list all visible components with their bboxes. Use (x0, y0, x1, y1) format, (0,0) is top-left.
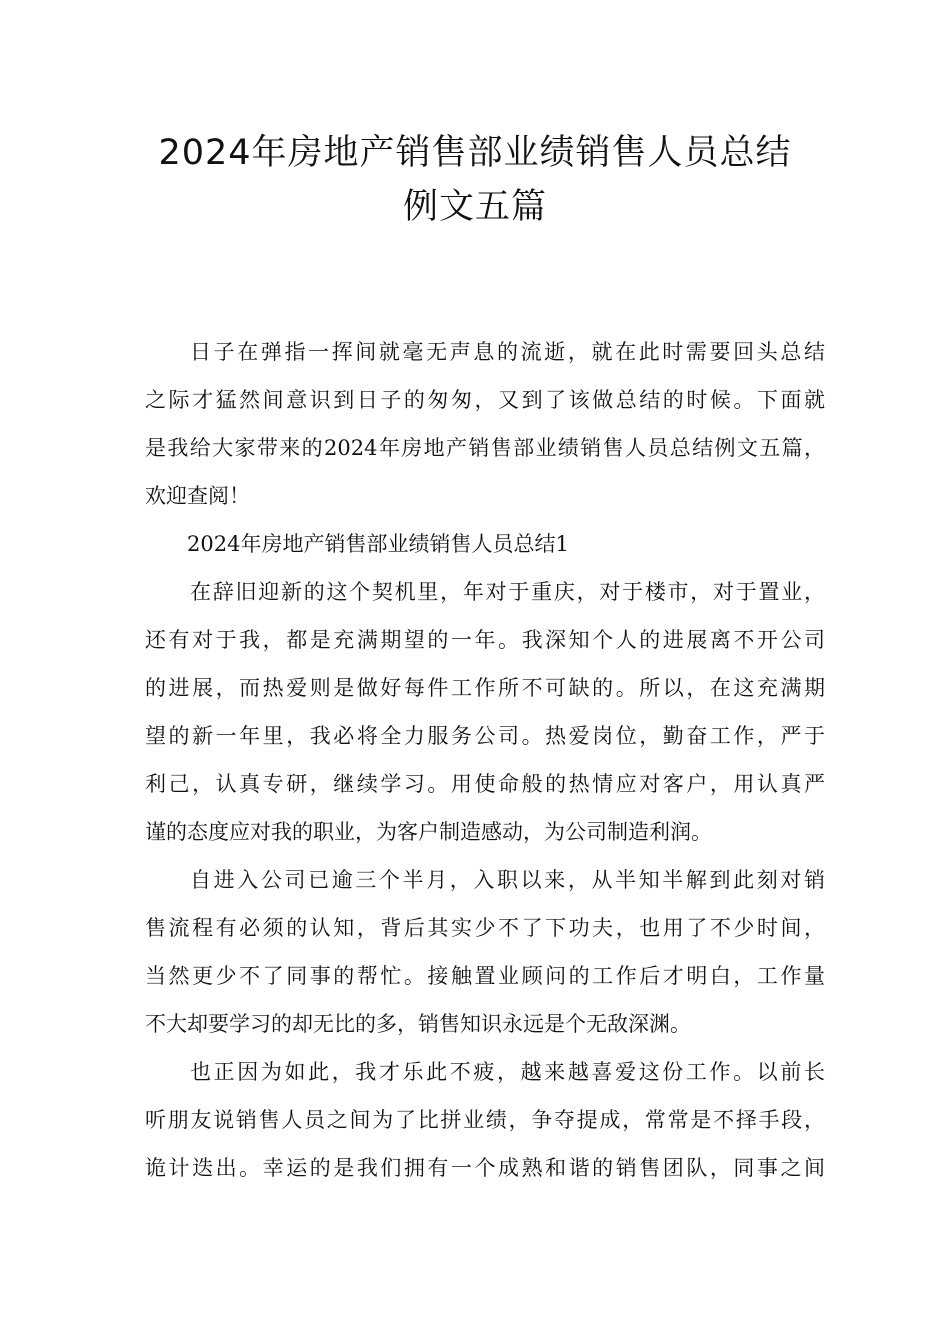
section-heading (145, 520, 825, 568)
text-line: 诡计迭出。幸运的是我们拥有一个成熟和谐的销售团队，同事之间 (145, 1156, 825, 1180)
text-line: 是我给大家带来的2024年房地产销售部业绩销售人员总结例文五篇， (145, 436, 825, 460)
text-line: 还有对于我，都是充满期望的一年。我深知个人的进展离不开公司 (145, 628, 825, 652)
text-line: 利己，认真专研，继续学习。用使命般的热情应对客户，用认真严 (145, 772, 825, 796)
title-line-2: 例文五篇 (402, 187, 547, 227)
text-line: 日子在弹指一挥间就毫无声息的流逝，就在此时需要回头总结 (190, 340, 825, 364)
paragraph-intro (145, 328, 825, 520)
text-line: 在辞旧迎新的这个契机里，年对于重庆，对于楼市，对于置业， (190, 580, 825, 604)
text-line: 之际才猛然间意识到日子的匆匆，又到了该做总结的时候。下面就 (145, 388, 825, 412)
text-line: 售流程有必须的认知，背后其实少不了下功夫，也用了不少时间， (145, 916, 825, 940)
text-line: 的进展，而热爱则是做好每件工作所不可缺的。所以，在这充满期 (145, 676, 825, 700)
paragraph (145, 856, 825, 1048)
document-body (145, 328, 825, 1192)
text-line: 当然更少不了同事的帮忙。接触置业顾问的工作后才明白，工作量 (145, 964, 825, 988)
text-line: 不大却要学习的却无比的多，销售知识永远是个无敌深渊。 (145, 1012, 691, 1036)
text-line: 听朋友说销售人员之间为了比拼业绩，争夺提成，常常是不择手段， (145, 1108, 825, 1132)
text-line: 谨的态度应对我的职业，为客户制造感动，为公司制造利润。 (145, 820, 712, 844)
title-line-1: 2024年房地产销售部业绩销售人员总结 (158, 133, 792, 173)
paragraph (145, 1048, 825, 1192)
paragraph (145, 568, 825, 856)
section-heading-text: 2024年房地产销售部业绩销售人员总结1 (187, 532, 569, 556)
document-title (100, 126, 850, 234)
text-line: 也正因为如此，我才乐此不疲，越来越喜爱这份工作。以前长 (190, 1060, 825, 1084)
text-line: 自进入公司已逾三个半月，入职以来，从半知半解到此刻对销 (190, 868, 825, 892)
text-line: 望的新一年里，我必将全力服务公司。热爱岗位，勤奋工作，严于 (145, 724, 825, 748)
text-line: 欢迎查阅！ (145, 484, 250, 508)
